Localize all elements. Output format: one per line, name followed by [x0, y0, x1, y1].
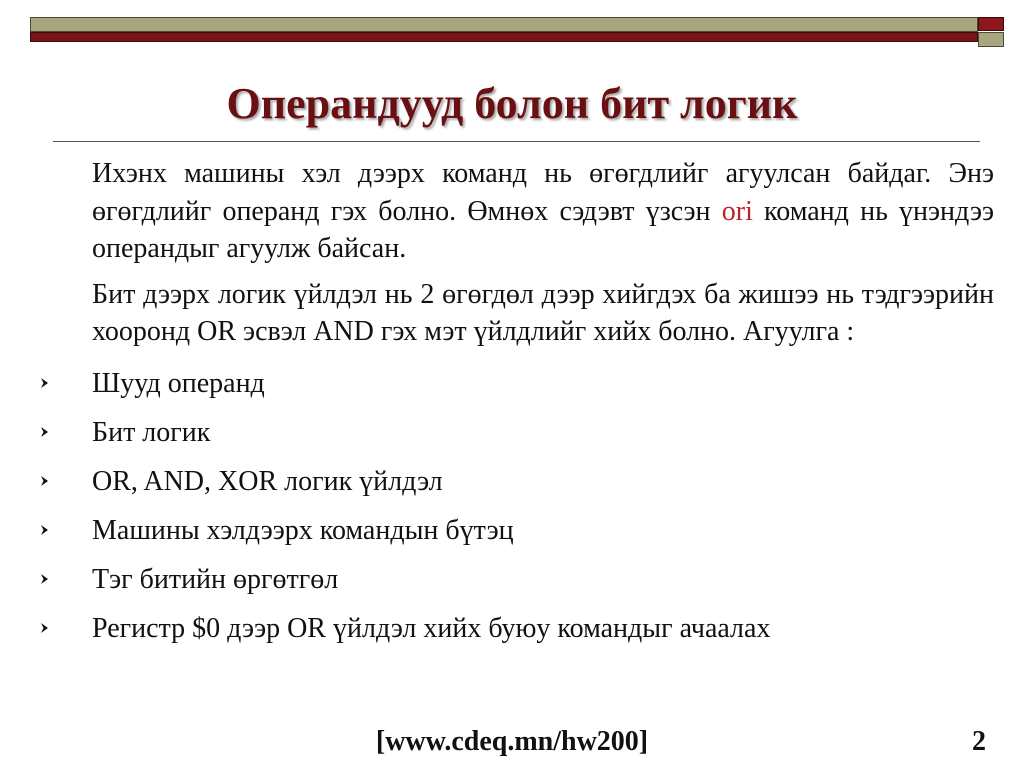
- paragraph-1-text-b: команд нь үнэндээ операндыг агуулж байсан.: [92, 195, 994, 264]
- corner-square-red: [978, 17, 1004, 31]
- arrowhead-bullet-icon: [40, 359, 54, 408]
- paragraph-1-text-a: Ихэнх машины хэл дээрх команд нь өгөгдлийг агуулсан байдаг. Энэ өгөгдлийг операнд гэх болно. Өмнөх сэдэвт үзсэн: [92, 158, 994, 227]
- list-item-label: Тэг битийн өргөтгөл: [92, 563, 339, 595]
- list-item: [92, 555, 994, 604]
- top-decorative-bar-dark: [30, 32, 978, 42]
- list-item: [92, 506, 994, 555]
- list-item: [92, 457, 994, 506]
- paragraph-1: [92, 155, 994, 268]
- arrowhead-bullet-icon: [40, 555, 54, 604]
- page-number: 2: [972, 726, 986, 757]
- paragraph-2-text: Бит дээрх логик үйлдэл нь 2 өгөгдөл дээр хийгдэх ба жишээ нь тэдгээрийн хооронд OR эсвэл AND гэх мэт үйлдлийг хийх болно. Агуулга :: [92, 278, 994, 347]
- slide-title: Операндууд болон бит логик: [226, 79, 798, 128]
- top-decorative-bar: [30, 17, 978, 32]
- list-item-label: Регистр $0 дээр OR үйлдэл хийх буюу командыг ачаалах: [92, 612, 771, 644]
- list-item: [92, 359, 994, 408]
- list-item: [92, 604, 994, 653]
- arrowhead-bullet-icon: [40, 408, 54, 457]
- list-item-label: Бит логик: [92, 416, 211, 448]
- footer-url: [www.cdeq.mn/hw200]: [375, 726, 649, 757]
- paragraph-1-accent: ori: [721, 195, 753, 227]
- list-item-label: Шууд операнд: [92, 367, 265, 399]
- corner-decoration: [978, 17, 1004, 47]
- bullet-list: [92, 359, 994, 653]
- slide-body: [92, 155, 994, 653]
- list-item: [92, 408, 994, 457]
- list-item-label: OR, AND, XOR логик үйлдэл: [92, 465, 443, 497]
- title-divider: [53, 141, 980, 142]
- arrowhead-bullet-icon: [40, 457, 54, 506]
- arrowhead-bullet-icon: [40, 506, 54, 555]
- list-item-label: Машины хэлдээрх командын бүтэц: [92, 514, 514, 546]
- paragraph-2: [92, 276, 994, 351]
- corner-square-olive: [978, 32, 1004, 47]
- arrowhead-bullet-icon: [40, 604, 54, 653]
